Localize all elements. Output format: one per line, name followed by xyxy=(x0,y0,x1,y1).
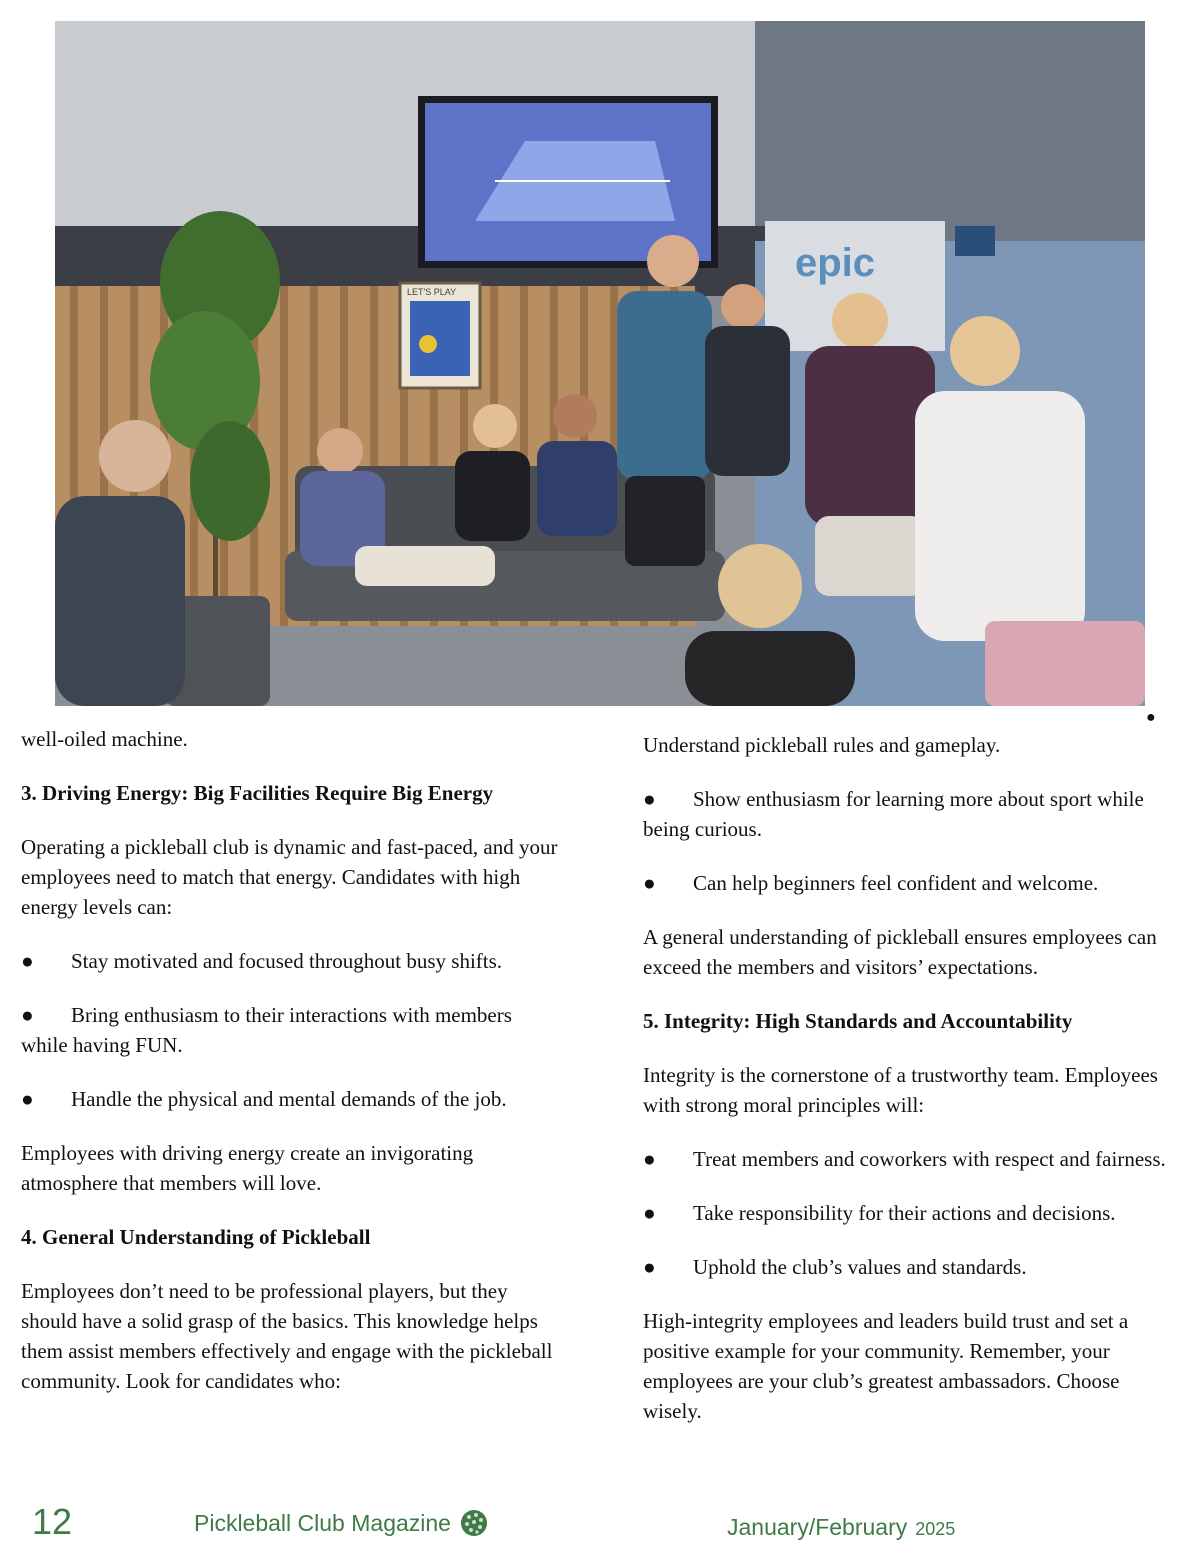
bullet-text: Handle the physical and mental demands of the job. xyxy=(71,1087,507,1111)
bullet-text: Show enthusiasm for learning more about sport while being curious. xyxy=(643,787,1144,841)
feature-photo xyxy=(55,21,1145,706)
bullet-dot: ● xyxy=(21,1087,34,1111)
issue-year: 2025 xyxy=(915,1519,956,1539)
continuation-text: well-oiled machine. xyxy=(21,727,188,751)
pickleball-icon xyxy=(460,1509,488,1537)
lounge-photo-image xyxy=(55,21,1145,706)
issue-date xyxy=(727,1512,955,1544)
section-3-intro: Operating a pickleball club is dynamic and fast-paced, and your employees need to match that energy. Candidates with high energy levels can: xyxy=(21,835,558,919)
section-5-heading: 5. Integrity: High Standards and Accountability xyxy=(643,1009,1073,1033)
bullet-dot: ● xyxy=(643,787,656,811)
bullet-text: Uphold the club’s values and standards. xyxy=(693,1255,1027,1279)
section-5-outro: High-integrity employees and leaders build trust and set a positive example for your community. Remember, your employees are your club’s greatest ambassadors. Choose wisely. xyxy=(643,1309,1129,1423)
bullet-dot: ● xyxy=(21,1003,34,1027)
section-3-outro: Employees with driving energy create an invigorating atmosphere that members will love. xyxy=(21,1141,474,1195)
section-5-bullet xyxy=(643,1198,1183,1228)
left-article-column xyxy=(21,724,561,1420)
section-3-bullet xyxy=(21,1084,561,1114)
section-4-heading: 4. General Understanding of Pickleball xyxy=(21,1225,371,1249)
section-4-outro: A general understanding of pickleball ensures employees can exceed the members and visitors’ expectations. xyxy=(643,925,1157,979)
bullet-text: Can help beginners feel confident and welcome. xyxy=(693,871,1099,895)
epic-logo: epic xyxy=(795,241,876,285)
bullet-text: Treat members and coworkers with respect and fairness. xyxy=(693,1147,1166,1171)
bullet-text: Take responsibility for their actions and decisions. xyxy=(693,1201,1116,1225)
issue-months: January/February xyxy=(727,1514,908,1540)
bullet-dot: ● xyxy=(643,871,656,895)
right-article-column xyxy=(643,730,1183,1450)
bullet-dot: ● xyxy=(21,949,34,973)
magazine-name: Pickleball Club Magazine xyxy=(194,1510,451,1536)
page-number: 12 xyxy=(32,1501,73,1542)
section-4-bullet xyxy=(643,868,1183,898)
section-3-bullet xyxy=(21,946,561,976)
wall-art-label: LET'S PLAY xyxy=(407,287,457,297)
section-5-bullet xyxy=(643,1144,1183,1174)
bullet-text: Stay motivated and focused throughout busy shifts. xyxy=(71,949,503,973)
section-5-intro: Integrity is the cornerstone of a trustworthy team. Employees with strong moral principles will: xyxy=(643,1063,1158,1117)
bullet-dot: ● xyxy=(643,1147,656,1171)
section-3-heading: 3. Driving Energy: Big Facilities Require Big Energy xyxy=(21,781,494,805)
bullet-dot: ● xyxy=(643,1201,656,1225)
section-4-bullet-continued: Understand pickleball rules and gameplay. xyxy=(643,733,1001,757)
page-footer xyxy=(0,1500,1200,1550)
section-4-bullet xyxy=(643,784,1183,844)
section-4-intro: Employees don’t need to be professional players, but they should have a solid grasp of the basics. This knowledge helps them assist members effectively and engage with the pickleball community. Look for candidates who: xyxy=(21,1279,553,1393)
stray-bullet-mark: ● xyxy=(1146,709,1156,726)
section-3-bullet xyxy=(21,1000,561,1060)
bullet-text: Bring enthusiasm to their interactions with members while having FUN. xyxy=(21,1003,512,1057)
bullet-dot: ● xyxy=(643,1255,656,1279)
section-5-bullet xyxy=(643,1252,1183,1282)
